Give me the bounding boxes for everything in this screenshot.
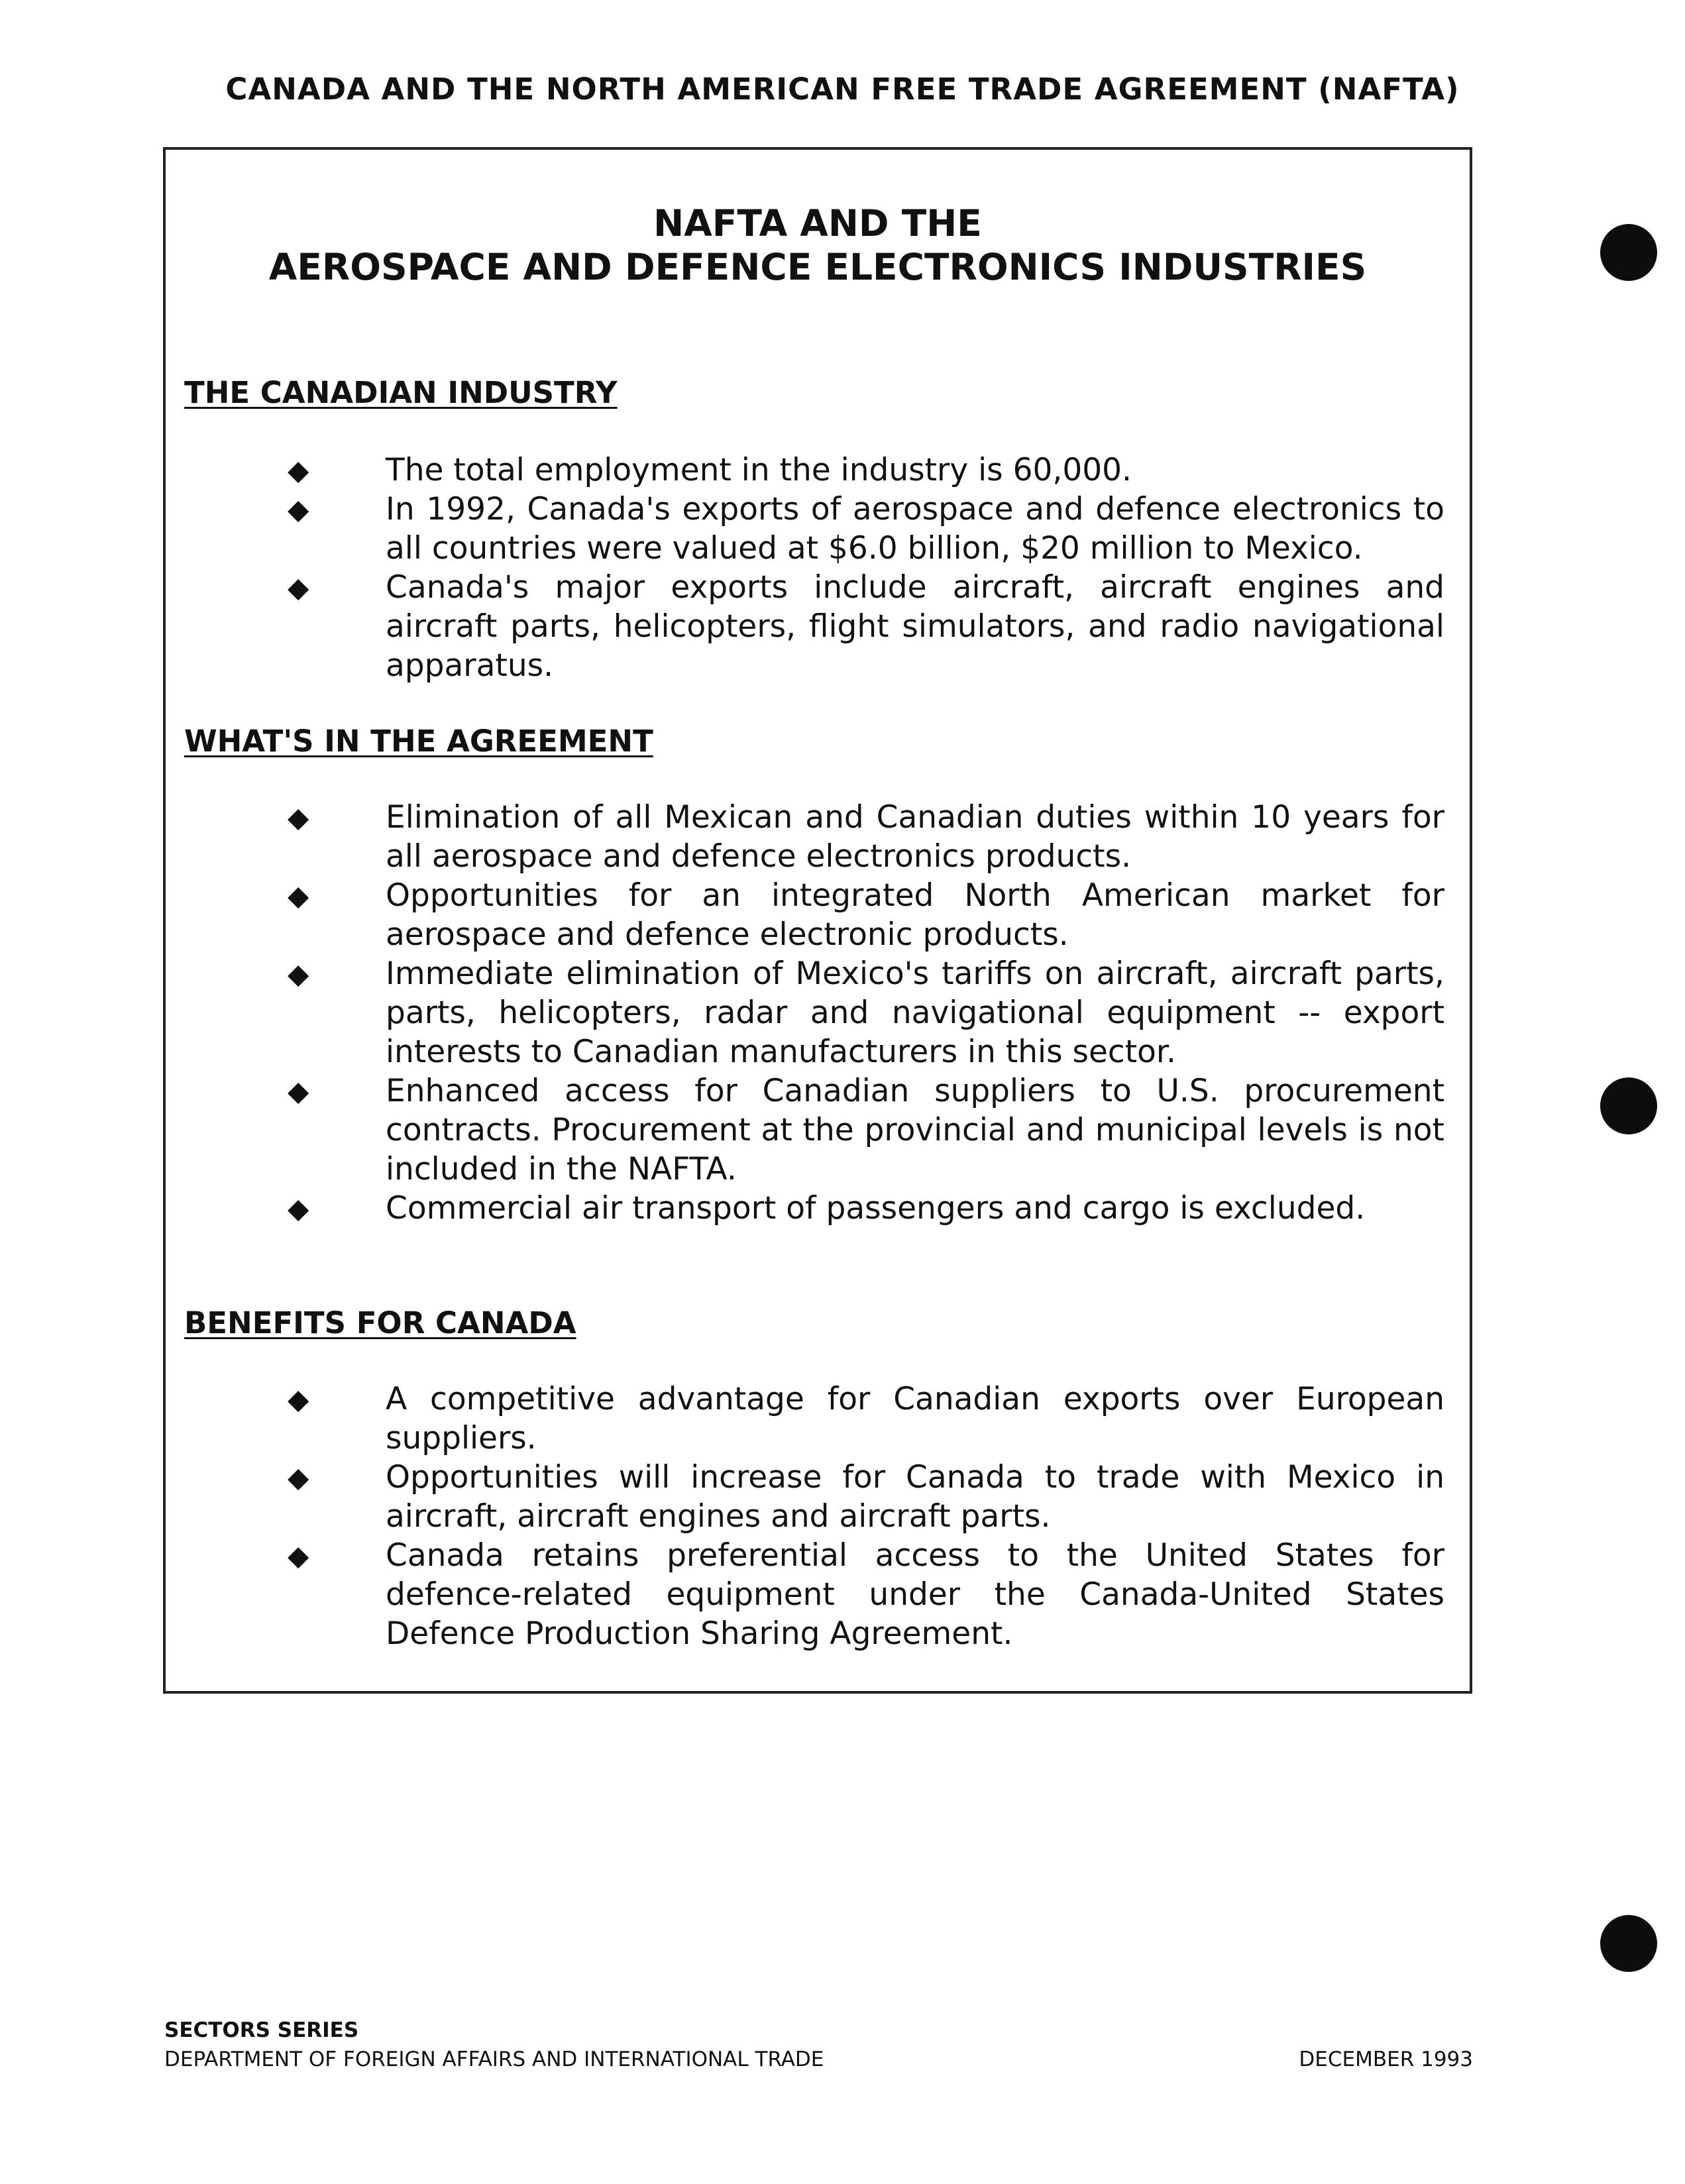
title-line-1: NAFTA AND THE [653, 202, 982, 245]
footer-department: DEPARTMENT OF FOREIGN AFFAIRS AND INTERNATIONAL TRADE [164, 2048, 824, 2071]
bullet-text: Immediate elimination of Mexico's tariffs on aircraft, aircraft parts, parts, helicopters, radar and navigational equipment -- export interests to Canadian manufacturers in this sector. [386, 956, 1444, 1070]
box-title [166, 201, 1470, 289]
diamond-bullet-icon: ◆ [288, 1075, 309, 1107]
diamond-bullet-icon: ◆ [288, 957, 309, 990]
diamond-bullet-icon: ◆ [288, 1539, 309, 1572]
section-heading-canadian-industry: THE CANADIAN INDUSTRY [184, 375, 618, 410]
list-item [166, 1071, 1470, 1189]
list-item [166, 490, 1470, 568]
bullet-text: Canada's major exports include aircraft, aircraft engines and aircraft parts, helicopters, flight simulators, and radio navigational apparatus. [386, 569, 1444, 684]
bullet-text: The total employment in the industry is 60,000. [386, 452, 1132, 488]
list-item [166, 1536, 1470, 1653]
punch-hole-icon [1600, 1077, 1657, 1134]
punch-hole-icon [1600, 1915, 1657, 1972]
bullet-text: In 1992, Canada's exports of aerospace and defence electronics to all countries were valued at $6.0 billion, $20 million to Mexico. [386, 491, 1444, 567]
diamond-bullet-icon: ◆ [288, 493, 309, 525]
section-heading-whats-in-agreement: WHAT'S IN THE AGREEMENT [184, 724, 653, 759]
list-item [166, 798, 1470, 876]
bullet-text: Elimination of all Mexican and Canadian duties within 10 years for all aerospace and defence electronics products. [386, 799, 1444, 875]
list-item [166, 954, 1470, 1071]
bullet-text: Opportunities will increase for Canada to trade with Mexico in aircraft, aircraft engines and aircraft parts. [386, 1459, 1444, 1535]
bullet-list-whats-in-agreement [166, 798, 1470, 1228]
list-item [166, 568, 1470, 685]
section-heading-benefits-for-canada: BENEFITS FOR CANADA [184, 1305, 576, 1340]
list-item [166, 1458, 1470, 1536]
running-header: CANADA AND THE NORTH AMERICAN FREE TRADE AGREEMENT (NAFTA) [225, 72, 1460, 107]
list-item [166, 876, 1470, 954]
punch-hole-icon [1600, 224, 1657, 281]
diamond-bullet-icon: ◆ [288, 879, 309, 912]
bullet-text: Opportunities for an integrated North American market for aerospace and defence electronic products. [386, 877, 1444, 953]
bullet-text: Commercial air transport of passengers and cargo is excluded. [386, 1190, 1366, 1227]
diamond-bullet-icon: ◆ [288, 454, 309, 486]
diamond-bullet-icon: ◆ [288, 801, 309, 834]
bullet-list-canadian-industry [166, 451, 1470, 685]
bullet-text: A competitive advantage for Canadian exports over European suppliers. [386, 1381, 1444, 1456]
footer-left [164, 2016, 824, 2074]
footer-series: SECTORS SERIES [164, 2018, 359, 2042]
diamond-bullet-icon: ◆ [288, 1192, 309, 1225]
list-item [166, 1380, 1470, 1458]
diamond-bullet-icon: ◆ [288, 1383, 309, 1415]
bullet-list-benefits-for-canada [166, 1380, 1470, 1653]
diamond-bullet-icon: ◆ [288, 1461, 309, 1494]
bullet-text: Enhanced access for Canadian suppliers to U.S. procurement contracts. Procurement at the provincial and municipal levels is not included in the NAFTA. [386, 1073, 1444, 1187]
bullet-text: Canada retains preferential access to the United States for defence-related equipment under the Canada-United States Defence Production Sharing Agreement. [386, 1537, 1444, 1652]
list-item [166, 1189, 1470, 1228]
footer-date: DECEMBER 1993 [1299, 2048, 1473, 2071]
diamond-bullet-icon: ◆ [288, 571, 309, 604]
list-item [166, 451, 1470, 490]
content-box [163, 147, 1472, 1694]
title-line-2: AEROSPACE AND DEFENCE ELECTRONICS INDUSTRIES [268, 246, 1367, 288]
